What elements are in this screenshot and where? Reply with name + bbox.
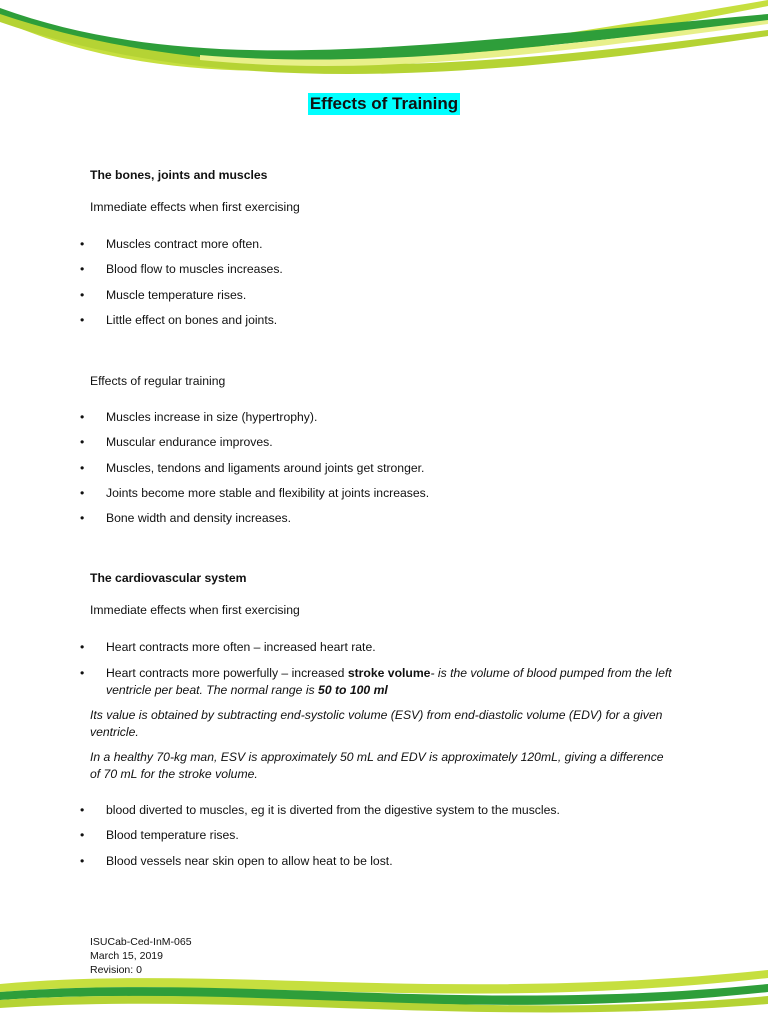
subheading-immediate-effects-cardio: Immediate effects when first exercising <box>90 603 300 617</box>
document-revision: Revision: 0 <box>90 964 142 976</box>
paragraph-esv-edv: Its value is obtained by subtracting end-systolic volume (ESV) from end-diastolic volume (EDV) for a given ventricle. <box>90 708 663 739</box>
term-stroke-volume: stroke volume <box>347 666 431 680</box>
header-wave-decoration <box>0 0 768 90</box>
document-date: March 15, 2019 <box>90 950 163 962</box>
section-heading-bones: The bones, joints and muscles <box>90 168 268 182</box>
footer-wave-decoration <box>0 962 768 1024</box>
paragraph-healthy-man-example: In a healthy 70-kg man, ESV is approximately 50 mL and EDV is approximately 120mL, giving a difference of 70 mL for the stroke volume. <box>90 750 664 781</box>
subheading-immediate-effects: Immediate effects when first exercising <box>90 200 300 214</box>
normal-range-value: 50 to 100 ml <box>318 683 388 697</box>
subheading-regular-training: Effects of regular training <box>90 374 226 388</box>
section-heading-cardiovascular: The cardiovascular system <box>90 571 247 585</box>
page-title: Effects of Training <box>309 94 459 113</box>
document-code: ISUCab-Ced-InM-065 <box>90 936 192 948</box>
